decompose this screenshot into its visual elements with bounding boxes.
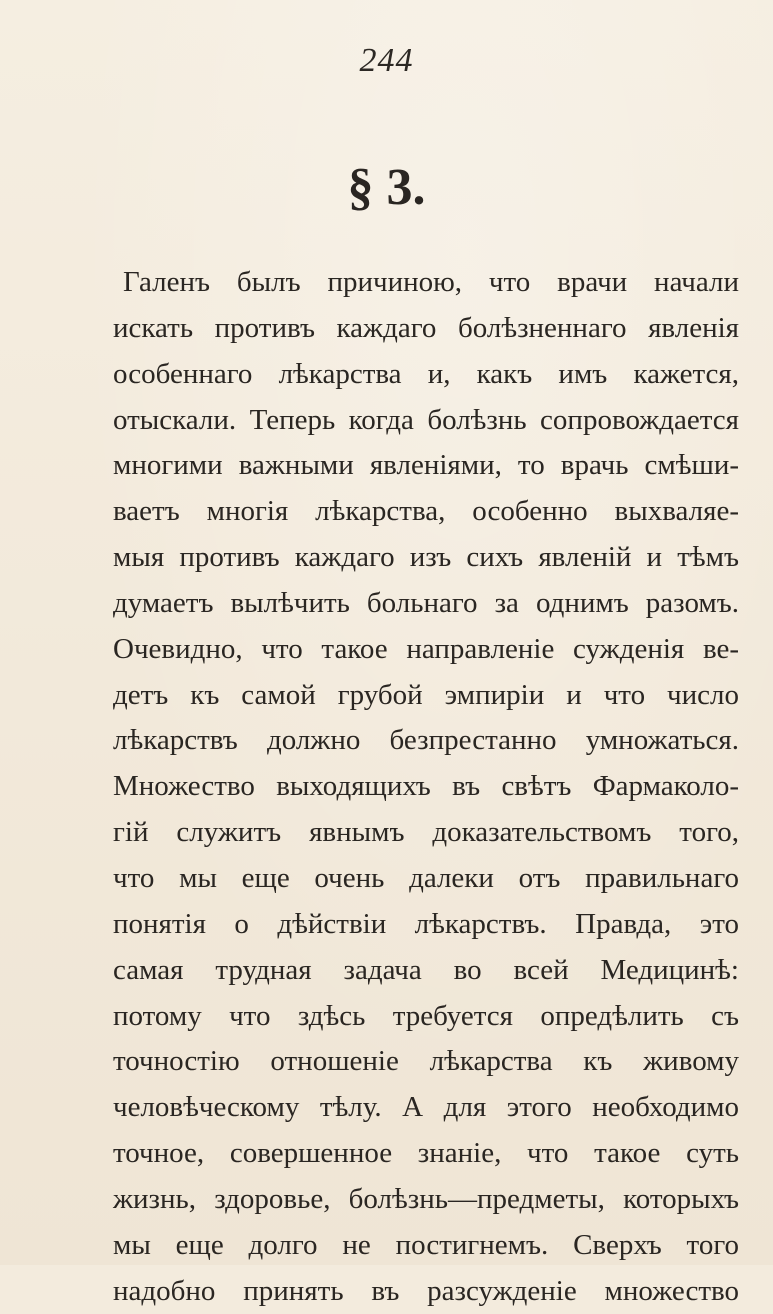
section-heading: § 3. [347, 159, 426, 216]
text-line: думаетъ вылѣчить больнаго за однимъ разомъ. [113, 586, 739, 619]
text-line: искать противъ каждаго болѣзненнаго явленія [113, 311, 739, 344]
text-line: детъ къ самой грубой эмпиріи и что число [113, 678, 739, 711]
text-line: самая трудная задача во всей Медицинѣ: [113, 953, 739, 986]
text-line: надобно принять въ разсужденіе множество [113, 1274, 739, 1307]
text-line: Галенъ былъ причиною, что врачи начали [123, 266, 739, 298]
text-line: ваетъ многія лѣкарства, особенно выхваляе- [113, 495, 739, 528]
page-number: 244 [359, 42, 414, 79]
text-line: отыскали. Теперь когда болѣзнь сопровождается [113, 403, 739, 436]
body-paragraph [113, 260, 739, 1314]
text-line: особеннаго лѣкарства и, какъ имъ кажется, [113, 357, 739, 390]
text-line: человѣческому тѣлу. А для этого необходимо [113, 1091, 739, 1124]
text-line: мыя противъ каждаго изъ сихъ явленій и тѣмъ [113, 541, 739, 574]
text-line: потому что здѣсь требуется опредѣлить съ [113, 999, 739, 1032]
text-line: лѣкарствъ должно безпрестанно умножаться. [113, 724, 739, 757]
text-line: мы еще долго не постигнемъ. Сверхъ того [113, 1228, 739, 1261]
text-line: точностію отношеніе лѣкарства къ живому [113, 1045, 739, 1078]
text-line: многими важными явленіями, то врачь смѣши- [113, 449, 739, 482]
text-line: гій служитъ явнымъ доказательствомъ того, [113, 816, 739, 849]
text-line: что мы еще очень далеки отъ правильнаго [113, 861, 739, 894]
text-line: понятія о дѣйствіи лѣкарствъ. Правда, это [113, 907, 739, 940]
text-line: Множество выходящихъ въ свѣтъ Фармаколо- [113, 770, 739, 803]
text-line: Очевидно, что такое направленіе сужденія ве- [113, 632, 739, 665]
text-line: точное, совершенное знаніе, что такое суть [113, 1137, 739, 1170]
text-line: жизнь, здоровье, болѣзнь—предметы, которыхъ [113, 1182, 739, 1215]
